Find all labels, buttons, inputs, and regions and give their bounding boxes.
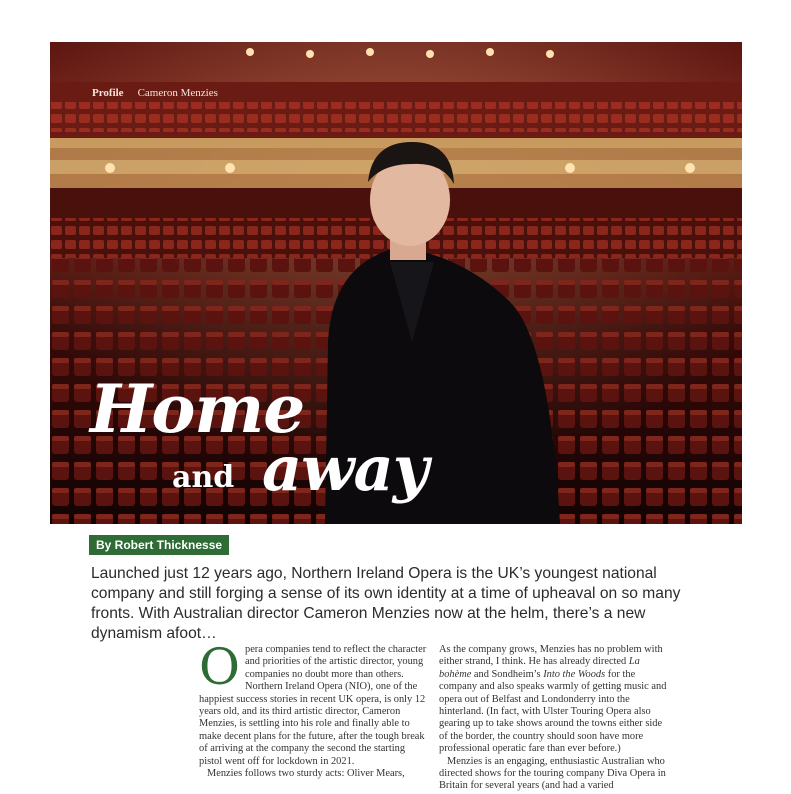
byline: By Robert Thicknesse: [89, 535, 229, 555]
headline-word-home: Home: [90, 370, 305, 448]
subject-label: Cameron Menzies: [137, 87, 218, 99]
section-kicker: [92, 87, 218, 99]
body-text: for the company and also speaks warmly of getting music and opera out of Belfast and Londonderry into the hinterland. (In fact, with Ulster Touring Opera also gearing up to take shows around the towns either side of the border, the country should soon have more professional operatic fare than ever before.): [439, 668, 667, 755]
body-paragraph: [439, 644, 669, 756]
drop-cap: O: [199, 638, 240, 696]
body-paragraph: Menzies is an engaging, enthusiastic Australian who directed shows for the touring company Diva Opera in Britain for several years (and had a varied: [439, 755, 666, 792]
body-column-1: [199, 638, 429, 780]
section-label: Profile: [92, 87, 124, 99]
work-title: Into the Woods: [543, 668, 606, 680]
headline-word-away: away: [262, 432, 428, 505]
body-text: pera companies tend to reflect the character and priorities of the artistic director, young companies no doubt more than others. Northern Ireland Opera (NIO), one of the happiest success stories in recent UK opera, is only 12 years old, and its third artistic director, Cameron Menzies, is settling into his role and finally able to make decent plans for the future, after the tough break of arriving at the company the second the starting pistol went off for lockdown in 2021.: [199, 644, 427, 767]
body-paragraph: [199, 638, 429, 768]
standfirst: Launched just 12 years ago, Northern Ireland Opera is the UK’s youngest national company and still forging a sense of its own identity at a time of upheaval on so many fronts. With Australian director Cameron Menzies now at the helm, there’s a new dynamism afoot…: [91, 565, 681, 642]
body-column-2: [439, 644, 669, 793]
headline-word-and: and: [172, 460, 235, 495]
body-paragraph: Menzies follows two sturdy acts: Oliver Mears,: [207, 768, 405, 780]
hero-photo: [50, 42, 742, 524]
body-text: As the company grows, Menzies has no problem with either strand, I think. He has already directed: [439, 644, 663, 668]
body-text: and Sondheim’s: [471, 668, 544, 680]
work-title: La bohème: [439, 656, 640, 680]
